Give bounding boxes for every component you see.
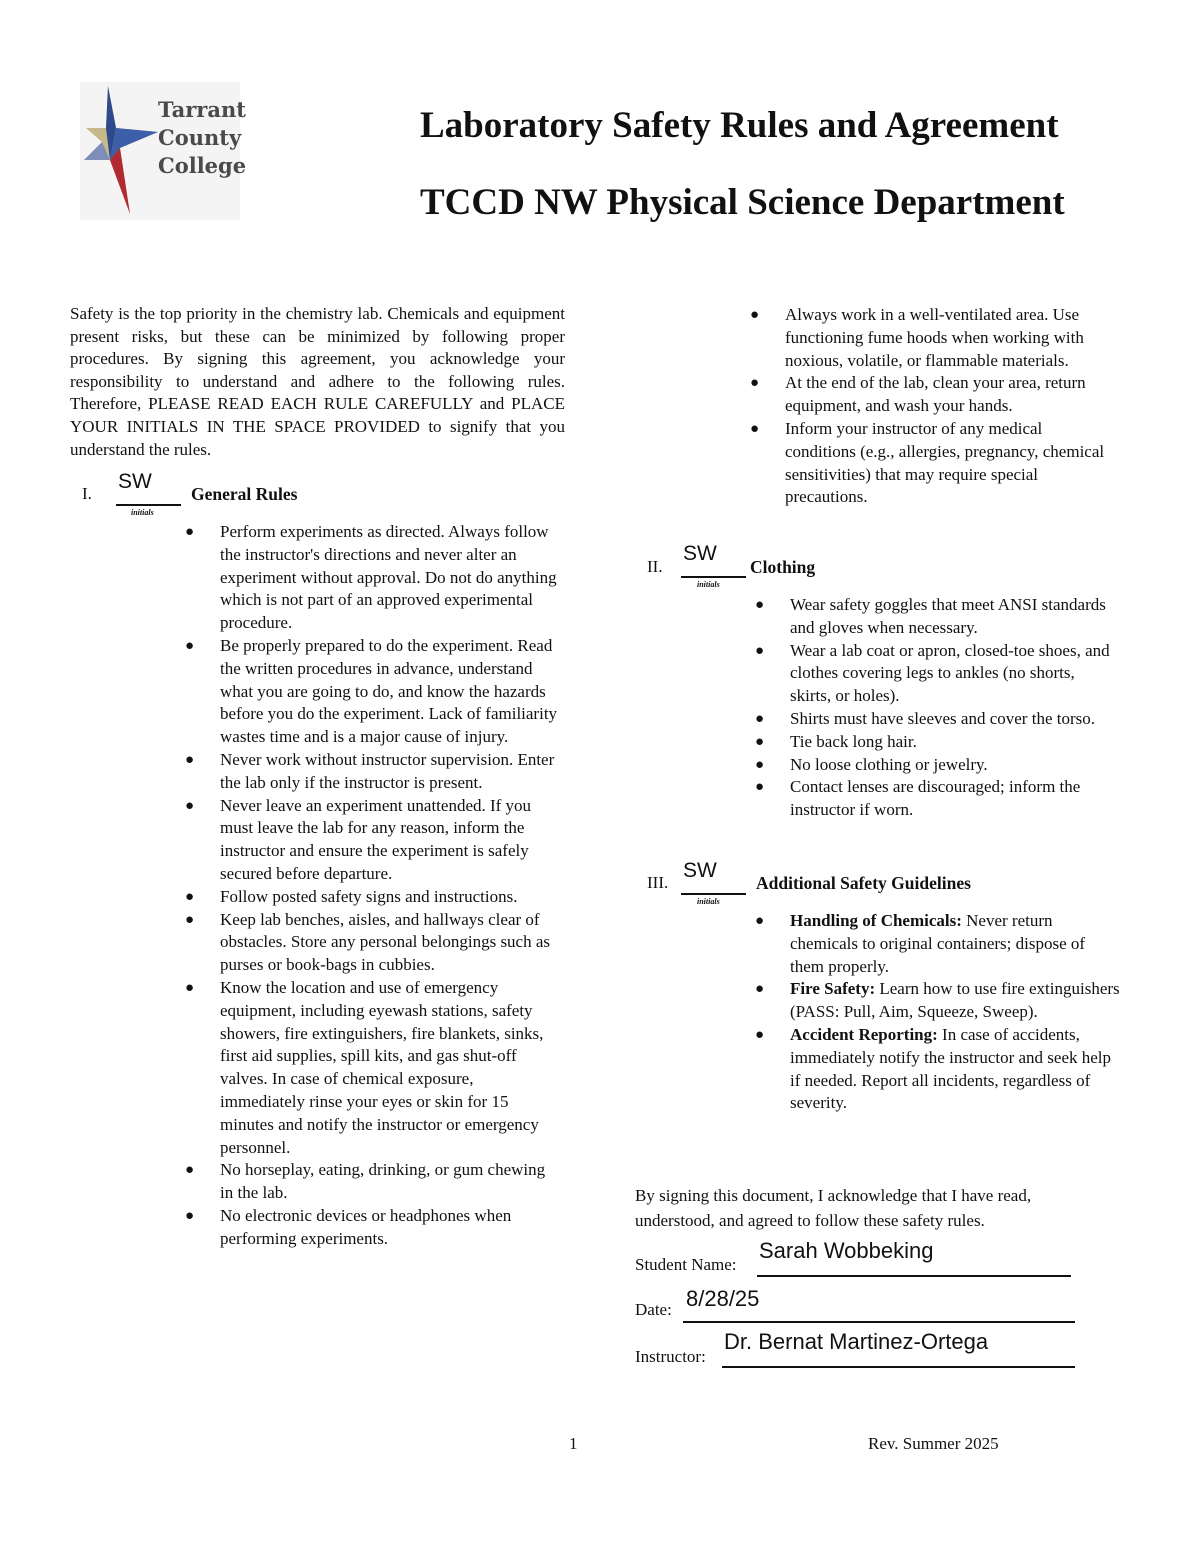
list-item: ● No horseplay, eating, drinking, or gum chewing in the lab. (185, 1160, 546, 1203)
section-3-initials-field[interactable] (681, 859, 746, 895)
bullet-icon: ● (185, 797, 195, 814)
bullet-icon: ● (185, 888, 195, 905)
student-name-field[interactable] (757, 1238, 1071, 1277)
section-3-initials: SW (683, 859, 717, 882)
list-item: ● Never work without instructor supervision. Enter the lab only if the instructor is present. (185, 749, 555, 792)
instructor-field[interactable] (722, 1328, 1075, 1368)
date-label: Date: (635, 1300, 672, 1319)
list-item: ● Perform experiments as directed. Always follow the instructor's directions and never alter an experiment without approval. Do not do anything which is not part of an approved experimental procedure. (185, 522, 557, 633)
page-title: Laboratory Safety Rules and Agreement (420, 105, 1059, 146)
section-3-numeral: III. (647, 873, 669, 892)
section-1-initials-field[interactable] (116, 470, 181, 506)
bullet-icon: ● (185, 1207, 195, 1224)
list-item: ● Contact lenses are discouraged; inform the instructor if worn. (755, 777, 1081, 820)
date-field[interactable] (683, 1285, 1075, 1323)
list-item: ● Handling of Chemicals: Never return chemicals to original containers; dispose of them properly. (755, 911, 1086, 976)
list-item: ● No loose clothing or jewelry. (790, 754, 1120, 777)
bullet-icon: ● (755, 913, 765, 929)
section-3-list (755, 910, 1120, 1115)
bullet-icon: ● (185, 1162, 195, 1179)
page-subtitle: TCCD NW Physical Science Department (420, 182, 1065, 223)
bullet-icon: ● (185, 637, 195, 654)
instructor-label: Instructor: (635, 1347, 706, 1366)
list-item: ● Be properly prepared to do the experiment. Read the written procedures in advance, understand what you are going to do, and know the hazards before you do the experiment. Lack of familiarity wastes time and is a major cause of injury. (185, 635, 558, 747)
section-2-title: Clothing (750, 557, 816, 577)
bullet-icon: ● (755, 1026, 765, 1043)
section-3-initials-label: initials (697, 897, 720, 906)
section-2-initials-label: initials (697, 580, 720, 589)
list-item: ● Always work in a well-ventilated area. Use functioning fume hoods when working with noxious, volatile, or flammable materials. (750, 305, 1084, 370)
bullet-icon: ● (185, 524, 195, 540)
revision-note: Rev. Summer 2025 (868, 1434, 999, 1453)
list-item: ● Never leave an experiment unattended. If you must leave the lab for any reason, inform the instructor and ensure the experiment is safely secured before departure. (185, 795, 532, 883)
logo-line-2: County (158, 125, 242, 150)
instructor-value: Dr. Bernat Martinez-Ortega (724, 1329, 989, 1354)
list-item: ● Wear safety goggles that meet ANSI standards and gloves when necessary. (755, 595, 1106, 637)
list-item: ● Inform your instructor of any medical conditions (e.g., allergies, pregnancy, chemical sensitivities) that may require special precautions. (750, 418, 1105, 507)
bullet-icon: ● (755, 597, 765, 613)
section-2-initials: SW (683, 542, 717, 565)
logo-line-3: College (158, 153, 247, 178)
bullet-icon: ● (755, 642, 765, 659)
bullet-icon: ● (755, 779, 765, 796)
student-name-label: Student Name: (635, 1255, 737, 1274)
logo-line-1: Tarrant (158, 97, 246, 122)
date-value: 8/28/25 (686, 1286, 760, 1311)
bullet-icon: ● (185, 911, 195, 928)
list-item: ● At the end of the lab, clean your area, return equipment, and wash your hands. (750, 373, 1086, 416)
intro-paragraph: Safety is the top priority in the chemistry lab. Chemicals and equipment present risks, but these can be minimized by following proper procedures. By signing this agreement, you acknowledge your responsibility to understand and adhere to the following rules. Therefore, PLEASE READ EACH RULE CAREFULLY and PLACE YOUR INITIALS IN THE SPACE PROVIDED to signify that you understand the rules. (70, 304, 565, 459)
section-1-title: General Rules (191, 484, 298, 504)
section-1-list-b (750, 304, 1115, 509)
section-2-initials-field[interactable] (681, 542, 746, 578)
section-2-list (755, 594, 1120, 822)
bullet-icon: ● (750, 420, 760, 437)
list-item: ● No electronic devices or headphones when performing experiments. (185, 1205, 512, 1248)
list-item: ● Tie back long hair. (790, 731, 1120, 754)
acknowledgement-text: By signing this document, I acknowledge that I have read, understood, and agreed to follow these safety rules. (635, 1186, 1032, 1230)
bullet-icon: ● (755, 710, 765, 727)
section-3-title: Additional Safety Guidelines (756, 873, 971, 893)
bullet-icon: ● (185, 751, 195, 768)
section-1-initials-label: initials (131, 508, 154, 517)
bullet-icon: ● (755, 733, 765, 750)
bullet-icon: ● (755, 756, 765, 773)
section-1-numeral: I. (82, 484, 92, 503)
section-1-initials: SW (118, 470, 152, 493)
list-item: ● Accident Reporting: In case of accidents, immediately notify the instructor and seek help if needed. Report all incidents, regardless of severity. (755, 1024, 1112, 1113)
list-item: ● Keep lab benches, aisles, and hallways clear of obstacles. Store any personal belongings such as purses or book-bags in cubbies. (185, 909, 551, 975)
list-item: ● Fire Safety: Learn how to use fire extinguishers (PASS: Pull, Aim, Squeeze, Sweep). (755, 979, 1120, 1022)
bullet-icon: ● (185, 979, 195, 996)
list-item: ● Follow posted safety signs and instructions. (220, 886, 560, 909)
bullet-icon: ● (750, 375, 760, 392)
bullet-icon: ● (755, 981, 765, 998)
page-number: 1 (569, 1434, 578, 1453)
section-1-list-a (185, 521, 560, 1251)
list-item: ● Know the location and use of emergency equipment, including eyewash stations, safety showers, fire extinguishers, fire blankets, sinks, first aid supplies, spill kits, and gas shut-off valves. In case of chemical exposure, immediately rinse your eyes or skin for 15 minutes and notify the instructor or emergency personnel. (185, 977, 544, 1157)
section-2-numeral: II. (647, 557, 663, 576)
student-name-value: Sarah Wobbeking (759, 1238, 934, 1263)
list-item: ● Shirts must have sleeves and cover the torso. (790, 708, 1120, 731)
list-item: ● Wear a lab coat or apron, closed-toe shoes, and clothes covering legs to ankles (no shorts, skirts, or holes). (755, 640, 1110, 706)
bullet-icon: ● (750, 307, 760, 323)
college-logo (80, 82, 247, 220)
